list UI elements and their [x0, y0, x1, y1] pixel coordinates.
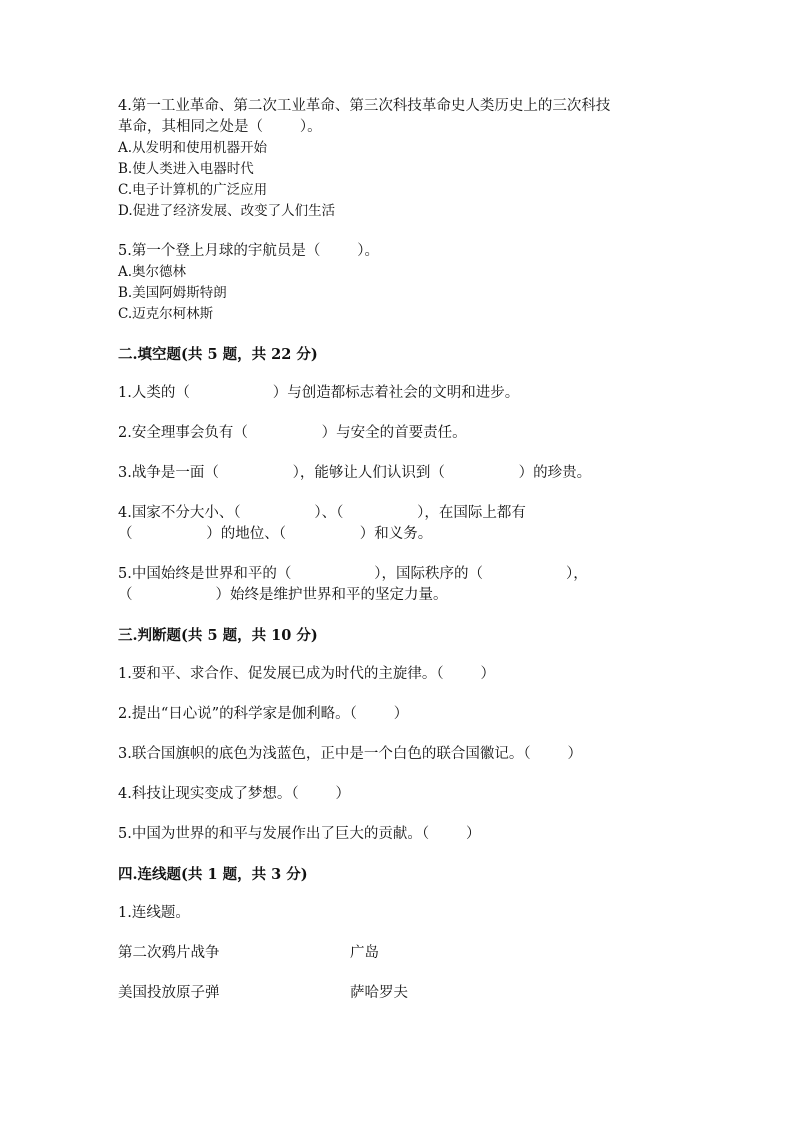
option-a: A.奥尔德林 [118, 264, 187, 280]
question-text: 4.第一工业革命、第二次工业革命、第三次科技革命史人类历史上的三次科技 [118, 98, 611, 114]
question-text: 1.要和平、求合作、促发展已成为时代的主旋律。（ ） [118, 666, 495, 682]
question-text: （ ）始终是维护世界和平的坚定力量。 [118, 587, 448, 603]
option-c: C.迈克尔柯林斯 [118, 306, 214, 322]
question-text: 2.提出“日心说”的科学家是伽利略。（ ） [118, 706, 409, 722]
option-b: B.使人类进入电器时代 [118, 161, 254, 177]
question-text: 3.联合国旗帜的底色为浅蓝色，正中是一个白色的联合国徽记。（ ） [118, 746, 582, 762]
question-text: 5.中国始终是世界和平的（ ），国际秩序的（ ）， [118, 566, 588, 582]
option-d: D.促进了经济发展、改变了人们生活 [118, 203, 336, 219]
judge-question-2 [118, 704, 678, 725]
match-row [118, 983, 678, 1023]
fill-question-1 [118, 383, 678, 404]
question-text: 革命，其相同之处是（ ）。 [118, 119, 322, 135]
option-b: B.美国阿姆斯特朗 [118, 285, 227, 301]
match-row [118, 943, 678, 983]
question-text: （ ）的地位、（ ）和义务。 [118, 526, 433, 542]
question-text: 5.第一个登上月球的宇航员是（ ）。 [118, 243, 379, 259]
judge-question-1 [118, 664, 678, 685]
fill-question-5 [118, 564, 678, 606]
question-text: 1.连线题。 [118, 905, 190, 921]
connect-question-1 [118, 903, 678, 924]
section-title-judge: 三.判断题(共 5 题，共 10 分) [118, 627, 318, 644]
exam-page [118, 96, 678, 1023]
fill-question-4 [118, 503, 678, 545]
match-right-item: 萨哈罗夫 [350, 985, 408, 1001]
judge-question-3 [118, 744, 678, 765]
option-a: A.从发明和使用机器开始 [118, 140, 268, 156]
judge-question-4 [118, 784, 678, 805]
question-text: 4.国家不分大小、（ ）、（ ），在国际上都有 [118, 505, 526, 521]
question-text: 5.中国为世界的和平与发展作出了巨大的贡献。（ ） [118, 826, 481, 842]
choice-question-4 [118, 96, 678, 222]
section-title-fill: 二.填空题(共 5 题，共 22 分) [118, 346, 318, 363]
match-left-item: 美国投放原子弹 [118, 985, 220, 1001]
match-left-item: 第二次鸦片战争 [118, 945, 220, 961]
option-c: C.电子计算机的广泛应用 [118, 182, 268, 198]
question-text: 4.科技让现实变成了梦想。（ ） [118, 786, 350, 802]
choice-question-5 [118, 241, 678, 325]
section-title-connect: 四.连线题(共 1 题，共 3 分) [118, 866, 308, 883]
fill-question-2 [118, 423, 678, 444]
fill-question-3 [118, 463, 678, 484]
match-right-item: 广岛 [350, 945, 379, 961]
judge-question-5 [118, 824, 678, 845]
question-text: 2.安全理事会负有（ ）与安全的首要责任。 [118, 425, 467, 441]
question-text: 3.战争是一面（ ），能够让人们认识到（ ）的珍贵。 [118, 465, 592, 481]
question-text: 1.人类的（ ）与创造都标志着社会的文明和进步。 [118, 385, 520, 401]
